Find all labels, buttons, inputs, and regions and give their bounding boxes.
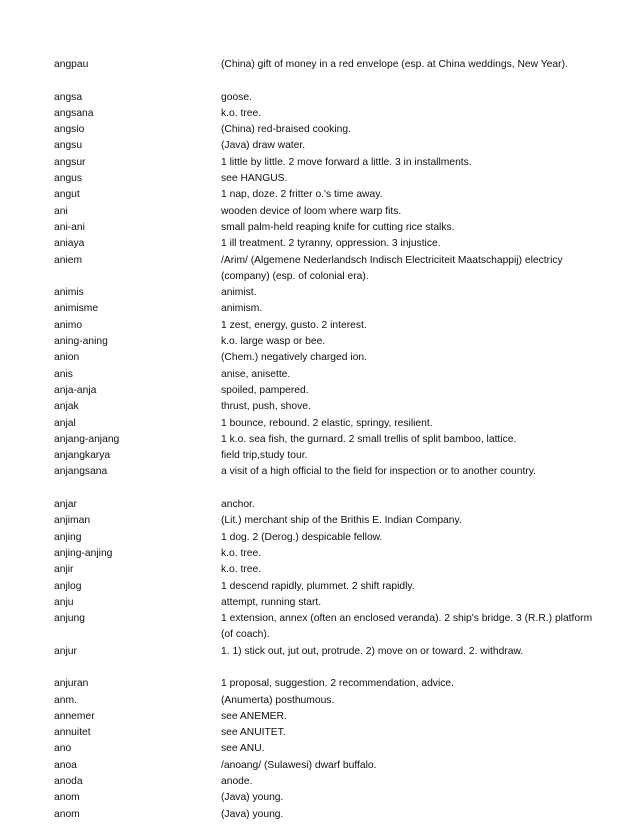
entry-definition: (China) gift of money in a red envelope (esp. at China weddings, New Year). xyxy=(221,59,568,70)
entry-term: anjir xyxy=(54,564,74,576)
entry-term: angsur xyxy=(54,156,86,168)
dictionary-entry xyxy=(54,301,594,317)
dictionary-entry xyxy=(54,448,594,464)
dictionary-entry xyxy=(54,334,594,350)
entry-definition: a visit of a high official to the field for inspection or to another country. xyxy=(221,466,536,478)
entry-term: anja-anja xyxy=(54,384,97,396)
entry-definition: /Arim/ (Algemene Nederlandsch Indisch Electriciteit Maatschappij) electricy (company) (esp. of colonial era). xyxy=(221,254,563,282)
dictionary-entry xyxy=(54,513,594,529)
entry-term: anju xyxy=(54,596,74,608)
dictionary-entries xyxy=(54,57,594,823)
dictionary-entry xyxy=(54,187,594,203)
entry-term: anjang-anjang xyxy=(54,433,120,445)
dictionary-entry xyxy=(54,253,594,286)
entry-term: ano xyxy=(54,743,72,755)
entry-definition: see ANUITET. xyxy=(221,727,286,739)
dictionary-entry xyxy=(54,285,594,301)
dictionary-entry xyxy=(54,57,594,73)
entry-term: anom xyxy=(54,808,80,820)
entry-term: anjangsana xyxy=(54,466,108,478)
entry-term: angsa xyxy=(54,91,83,103)
entry-definition: anchor. xyxy=(221,499,255,511)
entry-term: aniaya xyxy=(54,238,85,250)
entry-term: angus xyxy=(54,173,83,185)
entry-term: angpau xyxy=(54,59,89,70)
dictionary-entry xyxy=(54,350,594,366)
dictionary-entry xyxy=(54,171,594,187)
entry-definition: (Lit.) merchant ship of the Brithis E. Indian Company. xyxy=(221,515,462,527)
dictionary-entry xyxy=(54,546,594,562)
entry-definition: (Anumerta) posthumous. xyxy=(221,694,335,706)
entry-term: anom xyxy=(54,792,80,804)
entry-definition: attempt, running start. xyxy=(221,596,322,608)
entry-definition: field trip,study tour. xyxy=(221,450,308,462)
entry-definition: 1 little by little. 2 move forward a little. 3 in installments. xyxy=(221,156,472,168)
entry-term: anjur xyxy=(54,645,77,657)
entry-term: anjung xyxy=(54,613,85,625)
entry-definition: k.o. tree. xyxy=(221,107,262,119)
entry-term: annuitet xyxy=(54,727,91,739)
dictionary-entry xyxy=(54,318,594,334)
dictionary-entry xyxy=(54,741,594,757)
entry-term: angut xyxy=(54,189,80,201)
entry-definition: 1. 1) stick out, jut out, protrude. 2) move on or toward. 2. withdraw. xyxy=(221,645,524,657)
dictionary-entry xyxy=(54,644,594,660)
entry-definition: 1 k.o. sea fish, the gurnard. 2 small trellis of split bamboo, lattice. xyxy=(221,433,517,445)
dictionary-entry xyxy=(54,155,594,171)
entry-definition: (Chem.) negatively charged ion. xyxy=(221,352,367,364)
dictionary-entry xyxy=(54,399,594,415)
entry-definition: see HANGUS. xyxy=(221,173,288,185)
entry-term: anm. xyxy=(54,694,77,706)
entry-definition: animist. xyxy=(221,287,257,299)
dictionary-entry xyxy=(54,693,594,709)
entry-definition: animism. xyxy=(221,303,263,315)
entry-definition: thrust, push, shove. xyxy=(221,401,311,413)
dictionary-entry xyxy=(54,236,594,252)
entry-term: animo xyxy=(54,319,83,331)
entry-term: annemer xyxy=(54,710,95,722)
entry-definition: 1 dog. 2 (Derog.) despicable fellow. xyxy=(221,531,383,543)
entry-term: anjiman xyxy=(54,515,91,527)
entry-definition: 1 bounce, rebound. 2 elastic, springy, resilient. xyxy=(221,417,433,429)
dictionary-entry xyxy=(54,90,594,106)
entry-definition: 1 ill treatment. 2 tyranny, oppression. 3 injustice. xyxy=(221,238,441,250)
entry-definition: anise, anisette. xyxy=(221,368,291,380)
entry-definition: (China) red-braised cooking. xyxy=(221,124,351,136)
dictionary-entry xyxy=(54,579,594,595)
entry-term: anoda xyxy=(54,776,83,788)
dictionary-entry xyxy=(54,464,594,480)
dictionary-entry xyxy=(54,367,594,383)
entry-definition: k.o. large wasp or bee. xyxy=(221,336,326,348)
entry-term: animis xyxy=(54,287,84,299)
entry-definition: 1 proposal, suggestion. 2 recommendation, advice. xyxy=(221,678,454,690)
entry-term: aniem xyxy=(54,254,83,266)
entry-definition: (Java) young. xyxy=(221,792,284,804)
entry-term: anjangkarya xyxy=(54,450,111,462)
entry-definition: (Java) young. xyxy=(221,808,284,820)
entry-term: anjing xyxy=(54,531,82,543)
entry-definition: anode. xyxy=(221,776,253,788)
entry-definition: k.o. tree. xyxy=(221,564,262,576)
dictionary-entry xyxy=(54,220,594,236)
entry-term: ani-ani xyxy=(54,221,85,233)
dictionary-entry xyxy=(54,807,594,823)
dictionary-entry xyxy=(54,562,594,578)
entry-term: anjlog xyxy=(54,580,82,592)
entry-term: ani xyxy=(54,205,68,217)
entry-definition: 1 zest, energy, gusto. 2 interest. xyxy=(221,319,367,331)
entry-definition: /anoang/ (Sulawesi) dwarf buffalo. xyxy=(221,759,377,771)
dictionary-entry xyxy=(54,774,594,790)
dictionary-entry xyxy=(54,138,594,154)
dictionary-entry xyxy=(54,790,594,806)
entry-term: anis xyxy=(54,368,73,380)
dictionary-entry xyxy=(54,497,594,513)
entry-definition: see ANU. xyxy=(221,743,265,755)
dictionary-entry xyxy=(54,383,594,399)
entry-term: angsana xyxy=(54,107,94,119)
entry-term: anion xyxy=(54,352,80,364)
entry-definition: goose. xyxy=(221,91,252,103)
dictionary-entry xyxy=(54,595,594,611)
dictionary-entry xyxy=(54,611,594,644)
dictionary-entry xyxy=(54,416,594,432)
dictionary-entry xyxy=(54,676,594,692)
entry-definition: see ANEMER. xyxy=(221,710,287,722)
entry-term: anjing-anjing xyxy=(54,547,113,559)
entry-definition: (Java) draw water. xyxy=(221,140,306,152)
entry-term: animisme xyxy=(54,303,99,315)
dictionary-entry xyxy=(54,122,594,138)
entry-definition: 1 nap, doze. 2 fritter o.'s time away. xyxy=(221,189,383,201)
entry-definition: 1 extension, annex (often an enclosed veranda). 2 ship's bridge. 3 (R.R.) platform (of coach). xyxy=(221,613,593,641)
entry-definition: 1 descend rapidly, plummet. 2 shift rapidly. xyxy=(221,580,415,592)
entry-term: anjal xyxy=(54,417,76,429)
entry-term: anjar xyxy=(54,499,77,511)
entry-term: anjak xyxy=(54,401,79,413)
dictionary-entry xyxy=(54,725,594,741)
entry-term: angsio xyxy=(54,124,85,136)
entry-term: anoa xyxy=(54,759,77,771)
entry-term: angsu xyxy=(54,140,83,152)
entry-definition: small palm-held reaping knife for cutting rice stalks. xyxy=(221,221,455,233)
entry-term: anjuran xyxy=(54,678,89,690)
dictionary-entry xyxy=(54,709,594,725)
entry-definition: spoiled, pampered. xyxy=(221,384,309,396)
entry-definition: k.o. tree. xyxy=(221,547,262,559)
dictionary-entry xyxy=(54,204,594,220)
entry-definition: wooden device of loom where warp fits. xyxy=(221,205,402,217)
dictionary-entry xyxy=(54,530,594,546)
dictionary-entry xyxy=(54,758,594,774)
dictionary-entry xyxy=(54,106,594,122)
dictionary-entry xyxy=(54,432,594,448)
entry-term: aning-aning xyxy=(54,336,108,348)
